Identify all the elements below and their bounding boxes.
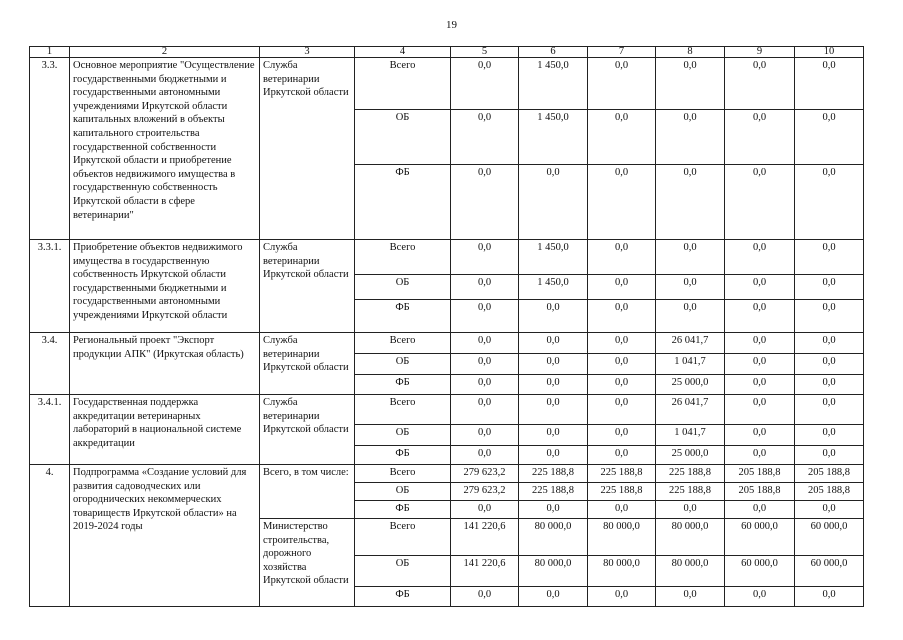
item-number: 3.4. — [30, 333, 70, 395]
funding-source: ОБ — [355, 425, 451, 446]
funding-source: ОБ — [355, 354, 451, 375]
table-row — [30, 58, 864, 110]
value-cell: 0,0 — [656, 275, 725, 300]
value-cell: 0,0 — [725, 110, 795, 165]
executor-cell: Служба ветеринарии Иркутской области — [260, 58, 355, 240]
item-number: 3.4.1. — [30, 395, 70, 465]
value-cell: 0,0 — [795, 375, 864, 395]
table-row — [30, 465, 864, 483]
value-cell: 205 188,8 — [795, 483, 864, 501]
value-cell: 0,0 — [519, 375, 588, 395]
header-cell: 3 — [260, 47, 355, 58]
item-number: 3.3. — [30, 58, 70, 240]
value-cell: 0,0 — [451, 240, 519, 275]
funding-source: ОБ — [355, 483, 451, 501]
value-cell: 225 188,8 — [588, 465, 656, 483]
header-cell: 7 — [588, 47, 656, 58]
funding-source: ОБ — [355, 275, 451, 300]
value-cell: 0,0 — [656, 587, 725, 607]
value-cell: 0,0 — [519, 587, 588, 607]
value-cell: 0,0 — [588, 375, 656, 395]
value-cell: 0,0 — [519, 333, 588, 354]
value-cell: 80 000,0 — [656, 519, 725, 556]
value-cell: 0,0 — [795, 587, 864, 607]
value-cell: 225 188,8 — [519, 483, 588, 501]
value-cell: 0,0 — [725, 375, 795, 395]
value-cell: 0,0 — [656, 240, 725, 275]
value-cell: 0,0 — [795, 395, 864, 425]
table-row — [30, 240, 864, 275]
value-cell: 0,0 — [588, 354, 656, 375]
funding-source: Всего — [355, 465, 451, 483]
funding-source: ФБ — [355, 587, 451, 607]
value-cell: 0,0 — [656, 58, 725, 110]
value-cell: 205 188,8 — [725, 483, 795, 501]
value-cell: 225 188,8 — [656, 465, 725, 483]
value-cell: 0,0 — [795, 58, 864, 110]
value-cell: 0,0 — [451, 110, 519, 165]
value-cell: 0,0 — [451, 501, 519, 519]
value-cell: 80 000,0 — [519, 519, 588, 556]
value-cell: 1 041,7 — [656, 425, 725, 446]
value-cell: 0,0 — [451, 275, 519, 300]
value-cell: 0,0 — [519, 165, 588, 240]
value-cell: 0,0 — [588, 58, 656, 110]
value-cell: 0,0 — [519, 425, 588, 446]
item-name: Региональный проект "Экспорт продукции АПК" (Иркутская область) — [70, 333, 260, 395]
value-cell: 0,0 — [451, 58, 519, 110]
value-cell: 225 188,8 — [588, 483, 656, 501]
funding-source: Всего — [355, 58, 451, 110]
value-cell: 0,0 — [451, 425, 519, 446]
value-cell: 225 188,8 — [656, 483, 725, 501]
funding-source: ФБ — [355, 375, 451, 395]
value-cell: 0,0 — [588, 240, 656, 275]
value-cell: 0,0 — [519, 354, 588, 375]
value-cell: 0,0 — [588, 446, 656, 465]
item-number: 3.3.1. — [30, 240, 70, 333]
value-cell: 0,0 — [519, 501, 588, 519]
value-cell: 225 188,8 — [519, 465, 588, 483]
value-cell: 0,0 — [795, 300, 864, 333]
value-cell: 0,0 — [795, 501, 864, 519]
value-cell: 0,0 — [588, 395, 656, 425]
value-cell: 0,0 — [725, 300, 795, 333]
value-cell: 0,0 — [795, 425, 864, 446]
value-cell: 1 450,0 — [519, 58, 588, 110]
value-cell: 0,0 — [451, 446, 519, 465]
header-cell: 1 — [30, 47, 70, 58]
value-cell: 0,0 — [451, 354, 519, 375]
value-cell: 1 041,7 — [656, 354, 725, 375]
value-cell: 80 000,0 — [588, 519, 656, 556]
value-cell: 0,0 — [451, 300, 519, 333]
value-cell: 0,0 — [451, 587, 519, 607]
header-row — [30, 47, 864, 58]
funding-source: Всего — [355, 333, 451, 354]
item-name: Государственная поддержка аккредитации ветеринарных лабораторий в национальной системе аккредитации — [70, 395, 260, 465]
value-cell: 0,0 — [795, 240, 864, 275]
header-cell: 6 — [519, 47, 588, 58]
value-cell: 0,0 — [795, 446, 864, 465]
funding-source: Всего — [355, 240, 451, 275]
value-cell: 0,0 — [588, 300, 656, 333]
value-cell: 26 041,7 — [656, 333, 725, 354]
header-cell: 2 — [70, 47, 260, 58]
value-cell: 0,0 — [588, 333, 656, 354]
value-cell: 0,0 — [725, 446, 795, 465]
value-cell: 0,0 — [725, 354, 795, 375]
budget-table — [29, 46, 864, 607]
value-cell: 25 000,0 — [656, 446, 725, 465]
value-cell: 1 450,0 — [519, 275, 588, 300]
value-cell: 0,0 — [725, 587, 795, 607]
value-cell: 80 000,0 — [519, 556, 588, 587]
value-cell: 0,0 — [795, 165, 864, 240]
header-cell: 4 — [355, 47, 451, 58]
header-cell: 5 — [451, 47, 519, 58]
value-cell: 0,0 — [725, 58, 795, 110]
item-number: 4. — [30, 465, 70, 607]
value-cell: 0,0 — [725, 165, 795, 240]
header-cell: 8 — [656, 47, 725, 58]
funding-source: Всего — [355, 395, 451, 425]
funding-source: ОБ — [355, 110, 451, 165]
value-cell: 0,0 — [795, 110, 864, 165]
value-cell: 0,0 — [451, 395, 519, 425]
executor-cell: Служба ветеринарии Иркутской области — [260, 395, 355, 465]
value-cell: 0,0 — [451, 375, 519, 395]
table-row — [30, 333, 864, 354]
value-cell: 80 000,0 — [656, 556, 725, 587]
value-cell: 26 041,7 — [656, 395, 725, 425]
value-cell: 0,0 — [725, 425, 795, 446]
value-cell: 0,0 — [656, 165, 725, 240]
executor-cell: Всего, в том числе: — [260, 465, 355, 519]
value-cell: 0,0 — [656, 110, 725, 165]
funding-source: ОБ — [355, 556, 451, 587]
value-cell: 60 000,0 — [725, 556, 795, 587]
value-cell: 141 220,6 — [451, 519, 519, 556]
value-cell: 0,0 — [519, 446, 588, 465]
value-cell: 0,0 — [519, 395, 588, 425]
value-cell: 0,0 — [588, 165, 656, 240]
value-cell: 141 220,6 — [451, 556, 519, 587]
header-cell: 10 — [795, 47, 864, 58]
executor-cell: Служба ветеринарии Иркутской области — [260, 240, 355, 333]
value-cell: 0,0 — [588, 501, 656, 519]
value-cell: 80 000,0 — [588, 556, 656, 587]
value-cell: 0,0 — [725, 240, 795, 275]
value-cell: 0,0 — [725, 501, 795, 519]
table-row — [30, 395, 864, 425]
value-cell: 0,0 — [451, 333, 519, 354]
item-name: Подпрограмма «Создание условий для развития садоводческих или огороднических некоммерческих товариществ Иркутской области» на 2019-2024 годы — [70, 465, 260, 607]
funding-source: Всего — [355, 519, 451, 556]
funding-source: ФБ — [355, 165, 451, 240]
value-cell: 0,0 — [795, 275, 864, 300]
value-cell: 0,0 — [725, 395, 795, 425]
value-cell: 0,0 — [725, 333, 795, 354]
value-cell: 0,0 — [795, 354, 864, 375]
value-cell: 0,0 — [451, 165, 519, 240]
value-cell: 279 623,2 — [451, 465, 519, 483]
value-cell: 0,0 — [656, 501, 725, 519]
header-cell: 9 — [725, 47, 795, 58]
value-cell: 0,0 — [656, 300, 725, 333]
value-cell: 0,0 — [795, 333, 864, 354]
value-cell: 0,0 — [588, 425, 656, 446]
executor-cell: Министерство строительства, дорожного хозяйства Иркутской области — [260, 519, 355, 607]
funding-source: ФБ — [355, 300, 451, 333]
value-cell: 60 000,0 — [795, 556, 864, 587]
value-cell: 0,0 — [588, 275, 656, 300]
value-cell: 279 623,2 — [451, 483, 519, 501]
funding-source: ФБ — [355, 501, 451, 519]
value-cell: 1 450,0 — [519, 110, 588, 165]
value-cell: 60 000,0 — [725, 519, 795, 556]
value-cell: 1 450,0 — [519, 240, 588, 275]
page-number: 19 — [446, 19, 457, 31]
value-cell: 25 000,0 — [656, 375, 725, 395]
value-cell: 205 188,8 — [725, 465, 795, 483]
value-cell: 205 188,8 — [795, 465, 864, 483]
executor-cell: Служба ветеринарии Иркутской области — [260, 333, 355, 395]
value-cell: 0,0 — [588, 110, 656, 165]
item-name: Приобретение объектов недвижимого имущества в государственную собственность Иркутской области государственными бюджетными и государственными автономными учреждениями Иркутской области — [70, 240, 260, 333]
value-cell: 0,0 — [519, 300, 588, 333]
item-name: Основное мероприятие "Осуществление государственными бюджетными и государственными автономными учреждениями Иркутской области капитальных вложений в объекты капитального строительства государственной собственности Иркутской области и приобретение объектов недвижимого имущества в государственную собственность Иркутской области в сфере ветеринарии" — [70, 58, 260, 240]
value-cell: 60 000,0 — [795, 519, 864, 556]
funding-source: ФБ — [355, 446, 451, 465]
value-cell: 0,0 — [725, 275, 795, 300]
value-cell: 0,0 — [588, 587, 656, 607]
